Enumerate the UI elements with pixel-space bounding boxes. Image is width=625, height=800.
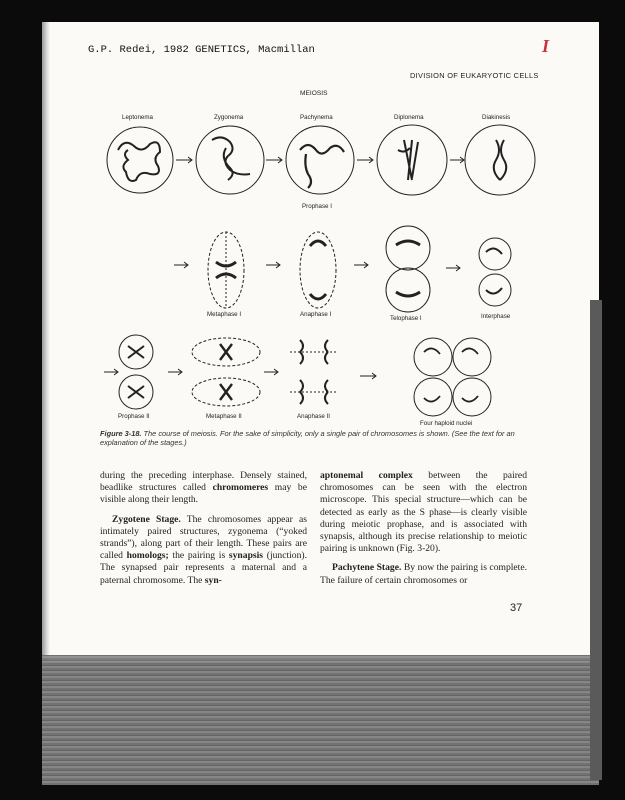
label-anaphase-ii: Anaphase II xyxy=(297,413,331,420)
heading-pachytene: Pachytene Stage. xyxy=(332,562,402,574)
zygonema-cell xyxy=(196,126,264,194)
label-zygonema: Zygonema xyxy=(214,114,244,121)
label-leptonema: Leptonema xyxy=(122,114,153,121)
label-diplonema: Diplonema xyxy=(394,114,424,121)
label-prophase-ii: Prophase II xyxy=(118,413,150,420)
left-column xyxy=(100,470,307,594)
heading-zygotene: Zygotene Stage. xyxy=(112,513,181,525)
label-interphase: Interphase xyxy=(481,313,511,320)
label-anaphase-i: Anaphase I xyxy=(300,311,332,318)
handwritten-mark: I xyxy=(542,36,550,56)
label-metaphase-ii: Metaphase II xyxy=(206,413,242,420)
term-homologs: homologs; xyxy=(126,550,169,562)
left-p1-text: during the preceding interphase. Densely stained, beadlike structures called xyxy=(100,470,307,494)
diplonema-cell xyxy=(377,125,447,195)
label-four-haploid-nuclei: Four haploid nuclei xyxy=(420,420,473,427)
label-pachynema: Pachynema xyxy=(300,114,333,121)
citation: G.P. Redei, 1982 GENETICS, Macmillan xyxy=(88,44,315,56)
right-p1-text: between the paired chromosomes can be seen with the electron microscope. This special structure—which can be detected as early as the S phase—is clearly visible during meiotic prophase, and is associated with synapsis, although its precise relationship to meiotic pairing is unknown (Fig. 3-20). xyxy=(320,470,527,555)
running-head: DIVISION OF EUKARYOTIC CELLS xyxy=(410,71,539,80)
label-metaphase-i: Metaphase I xyxy=(207,311,242,318)
pachynema-cell xyxy=(286,126,354,194)
left-p2-mid: the pairing is xyxy=(168,550,229,562)
right-column xyxy=(320,470,527,594)
label-telophase-i: Telophase I xyxy=(390,315,422,322)
left-p2-text: The chromosomes appear as intimately paired structures, zygonema (“yoked strands”), along part of their length. These pairs are called xyxy=(100,513,307,562)
label-prophase-i: Prophase I xyxy=(302,203,332,210)
caption-lead: Figure 3-18. xyxy=(100,429,142,438)
term-syn: syn- xyxy=(204,574,222,586)
right-p2-text: By now the pairing is complete. The failure of certain chromosomes or xyxy=(320,562,527,586)
page-number: 37 xyxy=(510,602,523,614)
term-synapsis: synapsis xyxy=(228,550,264,562)
diakinesis-cell xyxy=(465,125,535,195)
left-p2-tail: (junction). The synapsed pair represents a maternal and a paternal chromosome. The xyxy=(100,550,307,586)
leptonema-cell xyxy=(107,127,173,193)
figure-title: MEIOSIS xyxy=(300,90,328,97)
left-p1-end: may be visible along their length. xyxy=(100,482,307,506)
figure-caption xyxy=(100,429,540,447)
term-chromomeres: chromomeres xyxy=(212,482,269,494)
term-synaptonemal-complex: aptonemal complex xyxy=(320,470,413,481)
caption-text: The course of meiosis. For the sake of simplicity, only a single pair of chromosomes is shown. (See the text for an explanation of the stages.) xyxy=(100,429,515,447)
label-diakinesis: Diakinesis xyxy=(482,114,511,121)
